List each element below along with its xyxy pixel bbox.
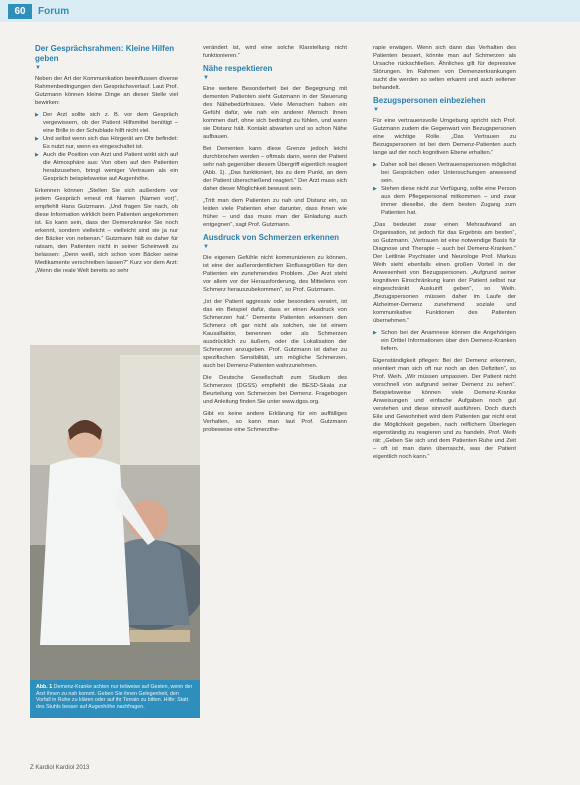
paragraph: Die Deutsche Gesellschaft zum Studium des Schmerzes (DGSS) empfiehlt die BESD-Skala zur Beurteilung von Schmerzen bei Demenz. Fragebogen und Anleitung finden Sie unter www.dgss.org. bbox=[203, 375, 347, 405]
photo-illustration bbox=[30, 345, 200, 680]
paragraph: Neben der Art der Kommunikation beeinflussen diverse Rahmenbedingungen den Gesprächsverlauf. Laut Prof. Gutzmann können kleine Dinge an dieser Stelle viel bewirken: bbox=[35, 76, 178, 106]
arrow-down-icon: ▼ bbox=[203, 75, 209, 81]
heading-naehe: Nähe respektieren bbox=[203, 64, 273, 73]
bullet-list bbox=[373, 161, 516, 217]
paragraph: Eigenständigkeit pflegen: Bei der Demenz erkennen, orientiert man sich oft nur noch an den Defiziten“, so Prof. Weih. „Wir müssen umpassen. Der Patient nicht vorschnell von aufgrund seiner Demenz zu sehen“. Beispielsweise können viele Demenz-Kranke Anweisungen und einfache Aufgaben noch gut verstehen und diese sinnvoll ausführen. Doch durch Eile und Gewohnheit wird dem Patienten gar nicht erst die Möglichkeit gegeben, nach reiflichem Überlegen eigenständig zu reagieren und zu handeln. Prof. Weih rät: „Geben Sie sich und dem Patienten Ruhe und Zeit – oft ist man dann überrascht, was der Patient eigentlich noch kann.“ bbox=[373, 358, 516, 460]
paragraph: Erkennen können „Stellen Sie sich außerdem vor jedem Gespräch erneut mit Namen (Namen vor)“, empfiehlt Hans Gutzmann. „Und fragen Sie nach, ob diese Information wirklich beim Patienten angekommen ist. Es kann sein, dass der Demenzkranke Sie noch erkennt, sondern vielleicht – vielleicht sind sie ja nur der Bäcker von nebenan.“ Gutzmann hält es daher für ratsam, den Patienten nicht in seiner Scheinwelt zu belassen: „Denn weiß, sich schon vom Bäcker seine Medikamente verschreiben lassen?“ Kurz vor dem Arzt: „Wenn die reale Welt bereits so sehr bbox=[35, 188, 178, 274]
photo-doctor-patient bbox=[30, 345, 200, 680]
paragraph: Bei Dementen kann diese Grenze jedoch leicht durchbrochen werden – oftmals dann, wenn der Patient sehr nah gegenüber diesem Übergriff eigentlich reagiert (Abb. 1). „Das funktioniert, bis zu dem Punkt, an dem der Patient überschießend reagiert.“ Der Arzt muss sich daher dieser Möglichkeit bewusst sein. bbox=[203, 146, 347, 192]
figure-caption bbox=[30, 680, 200, 718]
list-item: ▶ Stehen diese nicht zur Verfügung, sollte eine Person aus dem Pflegepersonal mitkommen – und zwar immer dieselbe, die dem besten Zugang zum Patienten hat. bbox=[381, 185, 516, 217]
list-item: ▶ Der Arzt sollte sich z. B. vor dem Gespräch vergewissern, ob der Patient Hilfsmittel benötigt – eine Brille in der Schublade hilft nicht viel. bbox=[43, 111, 178, 135]
heading-schmerzen: Ausdruck von Schmerzen erkennen bbox=[203, 233, 340, 242]
arrow-down-icon: ▼ bbox=[373, 107, 379, 113]
list-item: ▶ Schon bei der Anamnese können die Angehörigen ein Drittel Informationen über den Demenz-Kranken liefern. bbox=[381, 329, 516, 353]
section-title: Forum bbox=[38, 6, 70, 17]
heading-bezugspersonen: Bezugspersonen einbeziehen bbox=[373, 96, 486, 105]
caption-text: Demenz-Kranke achten nur teilweise auf Gesten, wenn der Arzt ihnen zu nah kommt. Geben Sie ihnen Gelegenheit, den Vorfall in Ruhe zu klären oder auf ihr Terrain zu bitten. Hilfe: Statt des Stuhls besser auf Augenhöhe nachfragen. bbox=[36, 684, 193, 710]
paragraph: Die eigenen Gefühle nicht kommunizieren zu können, ist eine der außerordentlichen Einflussgrößen für den Patienten ein zunehmendes Problem. „Der Arzt steht vor allem vor der Herausforderung, des Mitteilens von Schmerz herauszubekommen“, so Prof. Gutzmann. bbox=[203, 255, 347, 293]
bullet-list bbox=[373, 329, 516, 353]
column-middle bbox=[203, 44, 347, 438]
column-right bbox=[373, 44, 516, 465]
paragraph: Gibt es keine andere Erklärung für ein auffälliges Verhalten, so kann man laut Prof. Gutzmann probeweise eine Schmerzthe- bbox=[203, 411, 347, 433]
arrow-down-icon: ▼ bbox=[203, 244, 209, 250]
bullet-list bbox=[35, 111, 178, 183]
page-footer: Z Kardiol Kardiol 2013 bbox=[30, 765, 90, 771]
paragraph: „Ist der Patient aggressiv oder besonders verwirrt, ist das ein Beispiel dafür, dass er einen Ausdruck von Schmerzen hat.“ Demente Patienten erkennen den Schmerz oft gar nicht als solchen, sie ist einem Kausalfaktor, benennen oder als Schmerzen ausdrücklich zu äußern, oder die Lokalisation der Schmerzen anzugeben. Prof. Gutzmann ist daher zu spezifischen Sensibilität, um mögliche Schmerzen, auch bei Demenz-Patienten wahrzunehmen. bbox=[203, 299, 347, 369]
list-item: ▶ Daher soll bei diesen Vertrauenspersonen möglichst bei Gesprächen oder Untersuchungen anwesend sein. bbox=[381, 161, 516, 185]
paragraph: Eine weitere Besonderheit bei der Begegnung mit dementen Patienten sieht Gutzmann in der Steuerung des Nähebedürfnisses. Viele Menschen haben ein Gefühl dafür, wie nah ein anderer Mensch ihnen kommen darf, ohne sich bedrängt zu fühlen, und wann sie Distanz hält. Kontakt abwarten und so schon Nähe aufbauen. bbox=[203, 86, 347, 140]
paragraph: Für eine vertrauensvolle Umgebung spricht sich Prof. Gutzmann zudem die Gegenwart von Bezugspersonen eine wichtige Rolle. „Das Vertrauen zu Bezugspersonen ist bei dem Demenz-Patienten auch lange auf der noch kognitiven Ebene erhalten.“ bbox=[373, 118, 516, 156]
caption-label: Abb. 1 bbox=[36, 684, 53, 690]
list-item: ▶ Auch die Position von Arzt und Patient wirkt sich auf die Atmosphäre aus: Von oben auf den Patienten herabzusehen, bringt weniger Vertrauen als ein Gespräch beispielsweise auf Augenhöhe. bbox=[43, 151, 178, 183]
paragraph: „Das bedeutet zwar einen Mehraufwand an Organisation, ist jedoch für das Ergebnis am besten“, so Gutzmann. „Vertrauen ist eine notwendige Basis für Diagnose und Therapie – auch bei Demenz-Kranken.“ Der Leitlinie Psychiater und Neurologe Prof. Markus Weih sieht ebenfalls einen großen Vorteil in der Anwesenheit von Bezugspersonen. „Aufgrund seiner kognitiven Einschränkung kann der Patient selbst nur eingeschränkt Auskunft geben“, so Weih. „Bezugspersonen müssen daher im Laufe der Alzheimer-Demenz zunehmend soziale und kommunikative Funktionen des Patienten übernehmen.“ bbox=[373, 222, 516, 324]
paragraph: rapie erwägen. Wenn sich dann das Verhalten des Patienten bessert, könnte man auf Schmerzen als Ursache rückschließen. Ähnliches gilt für depressive Störungen. Im Rahmen von Demenzerkrankungen sucht die werden so selten erkannt und auch seltener behandelt. bbox=[373, 45, 516, 91]
arrow-down-icon: ▼ bbox=[35, 65, 41, 71]
page-header bbox=[0, 0, 580, 22]
column-left bbox=[35, 44, 178, 279]
page-number: 60 bbox=[8, 4, 32, 19]
paragraph: „Tritt man dem Patienten zu nah und Distanz ein, so leiden viele Patienten eher darunter, dass ihnen wie früher – und das muss man der Einladung auch entgegnen“, sagt Prof. Gutzmann. bbox=[203, 198, 347, 228]
list-item: ▶ Und selbst wenn sich das Hörgerät am Ohr befindet: Es nutzt nur, wenn es eingeschaltet ist. bbox=[43, 135, 178, 151]
paragraph: verändert ist, wird eine solche Klarstellung nicht funktionieren.“ bbox=[203, 45, 347, 59]
heading-gespraechsrahmen: Der Gesprächsrahmen: Kleine Hilfen geben bbox=[35, 44, 175, 63]
